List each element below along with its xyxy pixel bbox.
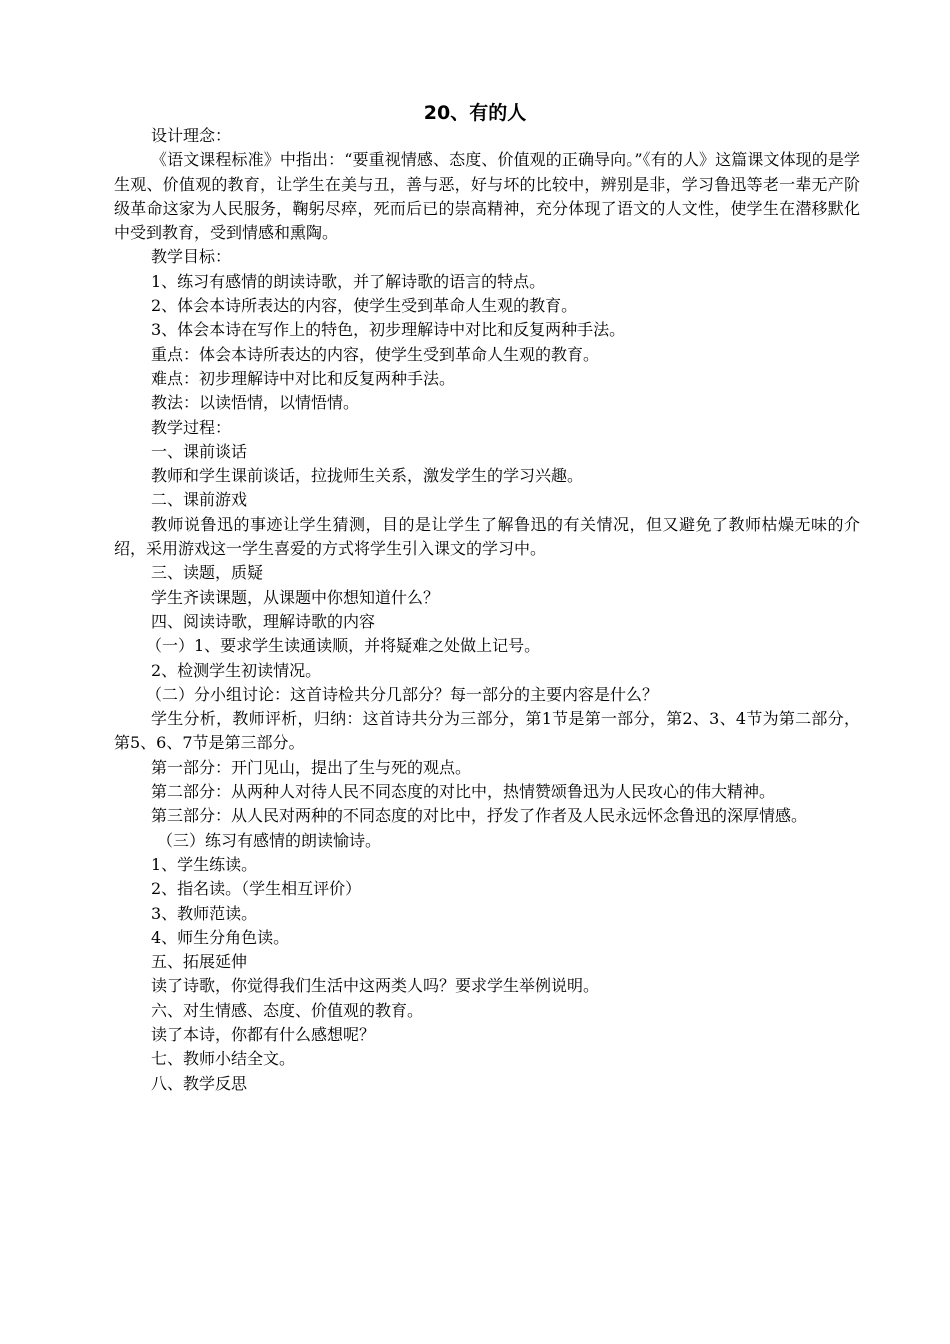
paragraph: 《语文课程标准》中指出：“要重视情感、态度、价值观的正确导向。”《有的人》这篇课文体现的是学生观、价值观的教育，让学生在美与丑，善与恶，好与坏的比较中，辨别是非，学习鲁迅等老一辈无产阶级革命这家为人民服务，鞠躬尽瘁，死而后已的崇高精神，充分体现了语文的人文性，使学生在潜移默化中受到教育，受到情感和熏陶。 [114, 150, 860, 243]
paragraph: 六、对生情感、态度、价值观的教育。 [151, 1000, 424, 1020]
paragraph: 2、检测学生初读情况。 [151, 660, 322, 680]
paragraph: 一、课前谈话 [151, 441, 248, 461]
paragraph: （二）分小组讨论：这首诗检共分几部分？每一部分的主要内容是什么？ [146, 684, 659, 704]
paragraph: 第三部分：从人民对两种的不同态度的对比中，抒发了作者及人民永远怀念鲁迅的深厚情感。 [151, 806, 808, 826]
paragraph: 四、阅读诗歌，理解诗歌的内容 [151, 611, 376, 631]
paragraph: 1、学生练读。 [151, 854, 258, 874]
paragraph: 难点：初步理解诗中对比和反复两种手法。 [151, 368, 456, 388]
paragraph: 教学过程： [151, 417, 232, 437]
paragraph: 读了本诗，你都有什么感想呢？ [151, 1024, 376, 1044]
paragraph: 七、教师小结全文。 [151, 1049, 296, 1069]
paragraph: 重点：体会本诗所表达的内容，使学生受到革命人生观的教育。 [151, 344, 600, 364]
paragraph: （三）练习有感情的朗读愉诗。 [157, 830, 382, 850]
paragraph: 3、体会本诗在写作上的特色，初步理解诗中对比和反复两种手法。 [151, 320, 626, 340]
paragraph: 学生分析，教师评析，归纳：这首诗共分为三部分，第1节是第一部分，第2、3、4节为第二部分，第5、6、7节是第三部分。 [114, 709, 860, 753]
paragraph: 3、教师范读。 [151, 903, 258, 923]
paragraph: 教师说鲁迅的事迹让学生猜测，目的是让学生了解鲁迅的有关情况，但又避免了教师枯燥无味的介绍，采用游戏这一学生喜爱的方式将学生引入课文的学习中。 [114, 514, 860, 559]
paragraph: 读了诗歌，你觉得我们生活中这两类人吗？要求学生举例说明。 [151, 976, 600, 996]
paragraph: 1、练习有感情的朗读诗歌，并了解诗歌的语言的特点。 [151, 271, 546, 291]
document-body [114, 124, 860, 1096]
paragraph: （一）1、要求学生读通读顺，并将疑难之处做上记号。 [146, 636, 541, 656]
paragraph: 八、教学反思 [151, 1073, 248, 1093]
paragraph: 五、拓展延伸 [151, 952, 248, 972]
document-title: 20、有的人 [423, 102, 527, 124]
paragraph: 第一部分：开门见山，提出了生与死的观点。 [151, 757, 472, 777]
paragraph: 第二部分：从两种人对待人民不同态度的对比中，热情赞颂鲁迅为人民攻心的伟大精神。 [151, 782, 776, 802]
paragraph: 教师和学生课前谈话，拉拢师生关系，激发学生的学习兴趣。 [151, 466, 584, 486]
paragraph: 设计理念： [151, 126, 232, 145]
paragraph: 4、师生分角色读。 [151, 927, 290, 947]
paragraph: 学生齐读课题，从课题中你想知道什么？ [151, 587, 440, 607]
paragraph: 2、体会本诗所表达的内容，使学生受到革命人生观的教育。 [151, 296, 578, 316]
paragraph: 教学目标： [151, 247, 232, 267]
paragraph: 教法：以读悟情，以情悟情。 [151, 393, 360, 413]
paragraph: 三、读题，质疑 [151, 563, 264, 583]
paragraph: 二、课前游戏 [151, 490, 248, 510]
paragraph: 2、指名读。（学生相互评价） [151, 879, 362, 899]
